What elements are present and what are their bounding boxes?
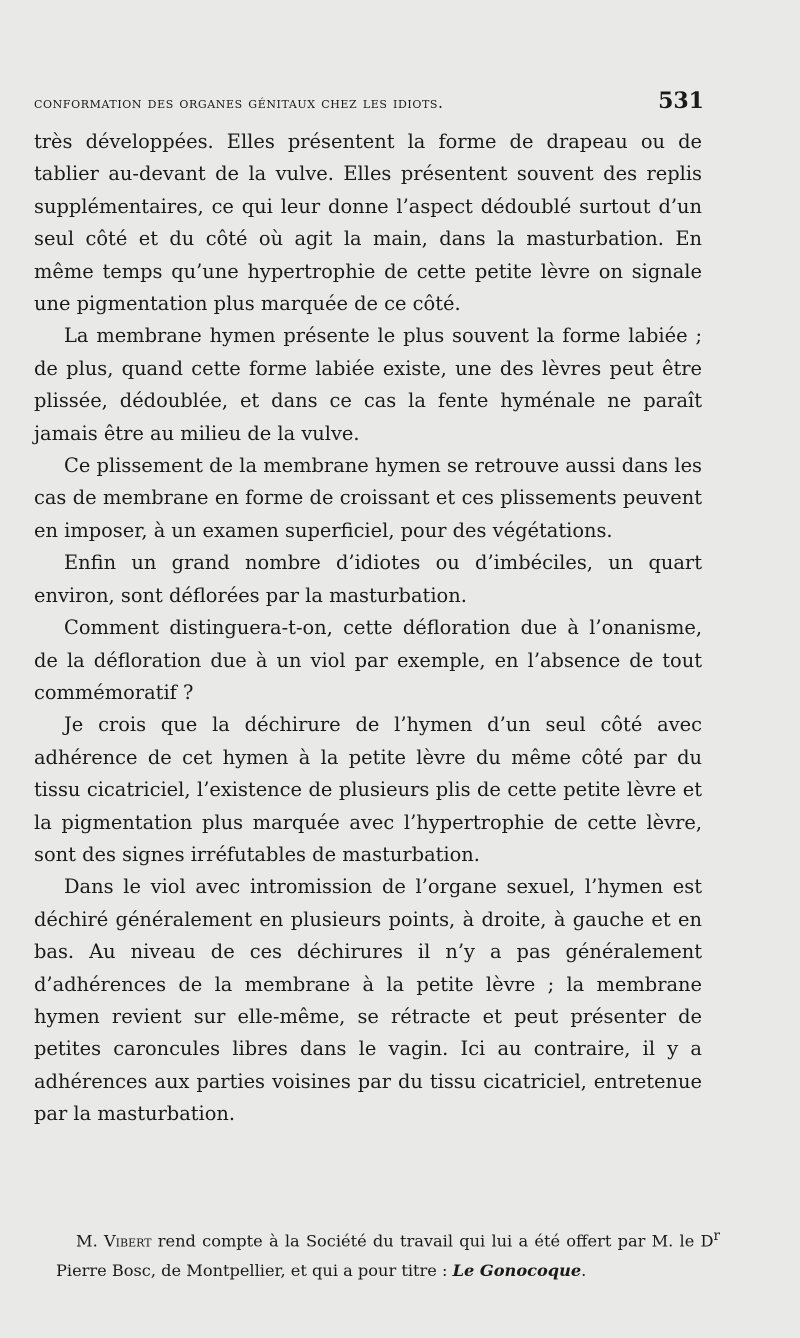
paragraph-7: Dans le viol avec intromission de l’organe sexuel, l’hymen est déchiré généralement en plusieurs points, à droite, à gauche et en bas. Au niveau de ces déchirures il n’y a pas généralement d’adhérences de la membrane à la petite lèvre ; la membrane hymen revient sur elle-même, se rétracte et peut présenter de petites caroncules libres dans le vagin. Ici au contraire, il y a adhérences aux parties voisines par du tissu cicatriciel, entretenue par la masturbation. [34, 875, 702, 1126]
note-text-1: rend compte à la Société du travail qui lui a été offert par M. le D [151, 1231, 714, 1251]
note-superscript: r [713, 1228, 720, 1244]
note-title: Le Gonocoque [452, 1260, 582, 1280]
running-header [34, 88, 704, 114]
body-text [34, 126, 702, 1131]
note-speaker: M. Vibert [76, 1231, 152, 1251]
note-text-2: Pierre Bosc, de Montpellier, et qui a pour titre : [56, 1260, 453, 1280]
paragraph-2: La membrane hymen présente le plus souvent la forme labiée ; de plus, quand cette forme labiée existe, une des lèvres peut être plissée, dédoublée, et dans ce cas la fente hyménale ne paraît jamais être au milieu de la vulve. [34, 324, 702, 445]
paragraph-1: très développées. Elles présentent la forme de drapeau ou de tablier au-devant de la vulve. Elles présentent souvent des replis supplémentaires, ce qui leur donne l’aspect dédoublé surtout d’un seul côté et du côté où agit la main, dans la masturbation. En même temps qu’une hypertrophie de cette petite lèvre on signale une pigmentation plus marquée de ce côté. [34, 130, 702, 316]
page-number: 531 [658, 88, 704, 114]
paragraph-3: Ce plissement de la membrane hymen se retrouve aussi dans les cas de membrane en forme de croissant et ces plissements peuvent en imposer, à un examen superficiel, pour des végétations. [34, 454, 702, 542]
running-title: conformation des organes génitaux chez les idiots. [34, 94, 444, 112]
note-paragraph [56, 1222, 720, 1285]
paragraph-6: Je crois que la déchirure de l’hymen d’un seul côté avec adhérence de cet hymen à la petite lèvre du même côté par du tissu cicatriciel, l’existence de plusieurs plis de cette petite lèvre et la pigmentation plus marquée avec l’hypertrophie de cette lèvre, sont des signes irréfutables de masturbation. [34, 713, 702, 866]
note-end: . [581, 1260, 587, 1280]
society-note [56, 1222, 720, 1285]
paragraph-5: Comment distinguera-t-on, cette défloration due à l’onanisme, de la défloration due à un viol par exemple, en l’absence de tout commémoratif ? [34, 616, 702, 704]
paragraph-4: Enfin un grand nombre d’idiotes ou d’imbéciles, un quart environ, sont déflorées par la masturbation. [34, 551, 702, 607]
